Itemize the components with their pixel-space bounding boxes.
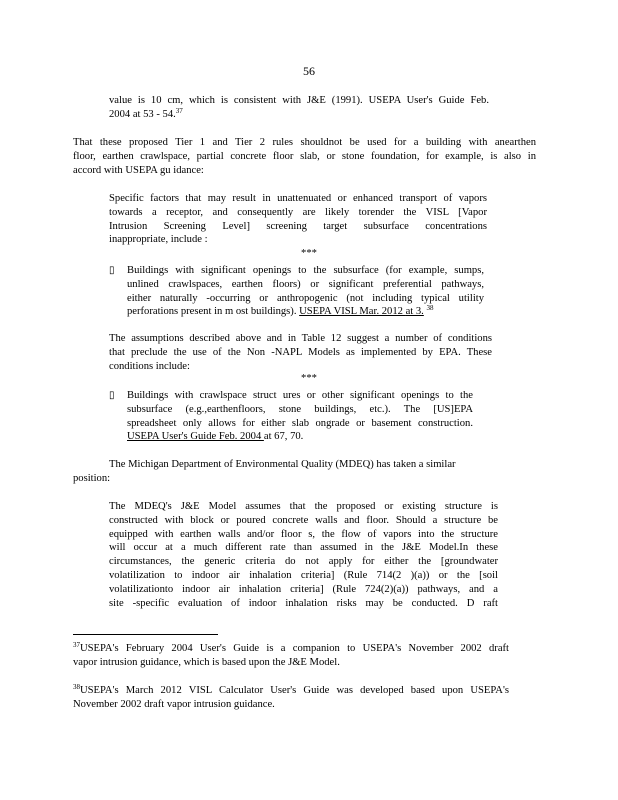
para-continued [109, 94, 489, 122]
text-line: That these proposed Tier 1 and Tier 2 rules shouldnot be used for a building with anearthen [73, 137, 536, 148]
text-line: volatilization to indoor air inhalation criteria] (Rule 714(2 )(a)) or the [soil [109, 569, 498, 581]
footnote-ref-38[interactable]: 38 [426, 304, 434, 313]
text-line: 2004 at 53 - 54.37 [109, 106, 183, 120]
ellipsis-stars-1: *** [301, 248, 317, 259]
text-line: Intrusion Screening Level] screening target subsurface concentrations [109, 220, 487, 232]
text-line: conditions include: [109, 360, 190, 372]
text-line: position: [73, 472, 111, 484]
text-line: subsurface (e.g.,earthenfloors, stone buildings, etc.). The [US]EPA [127, 403, 473, 415]
para-assumptions [109, 332, 492, 373]
text-line: that preclude the use of the Non -NAPL Models as implemented by EPA. These [109, 346, 492, 358]
text-line: floor, earthen crawlspace, partial concrete floor slab, or stone foundation, for example, is also in [73, 150, 536, 162]
text-line: November 2002 draft vapor intrusion guidance. [73, 698, 275, 710]
text-line: Buildings with crawlspace struct ures or other significant openings to the [127, 390, 473, 401]
text-line: value is 10 cm, which is consistent with J&E (1991). USEPA User's Guide Feb. [109, 95, 489, 106]
para-mdeq [73, 458, 499, 486]
footnote-number: 37 [73, 641, 80, 649]
footnote-38 [73, 684, 509, 712]
footnote-separator [73, 634, 218, 635]
ellipsis-stars-2: *** [301, 373, 317, 384]
text-line: perforations present in m ost buildings). USEPA VISL Mar. 2012 at 3. $^{38}$ [127, 304, 434, 318]
text-line: volatilizationto indoor air inhalation criteria] (Rule 724(2)(a)) pathways, and a [109, 583, 498, 595]
bullet-item-2 [109, 389, 473, 444]
bullet-box-icon: ▯ [109, 390, 115, 401]
bullet-box-icon: ▯ [109, 265, 115, 276]
citation-usepa-visl: USEPA VISL Mar. 2012 at 3. [299, 306, 424, 318]
text-line: constructed with block or poured concrete walls and floor. Should a structure be [109, 514, 498, 526]
footnote-ref-37[interactable]: 37 [175, 106, 183, 115]
block-quote-mdeq [109, 500, 498, 610]
text-line: The assumptions described above and in Table 12 suggest a number of conditions [109, 333, 492, 344]
text-line: Specific factors that may result in unattenuated or enhanced transport of vapors [109, 193, 487, 204]
text-line: $^{38}$USEPA's March 2012 VISL Calculator User's Guide was developed based upon USEPA's [73, 683, 509, 696]
bullet-item-1 [109, 264, 484, 319]
text-line: either naturally -occurring or anthropogenic (not including typical utility [127, 292, 484, 304]
page-number: 56 [303, 64, 315, 78]
citation-usepa-guide: USEPA User's Guide Feb. 2004 [127, 431, 264, 443]
text-line: site -specific evaluation of indoor inhalation risks may be conducted. D raft [109, 597, 498, 609]
footnote-37 [73, 642, 509, 670]
text-line: towards a receptor, and consequently are likely torender the VISL [Vapor [109, 206, 487, 218]
text-line: The MDEQ's J&E Model assumes that the proposed or existing structure is [109, 501, 498, 512]
text-line: equipped with earthen walls and/or floor s, the flow of vapors into the structure [109, 528, 498, 540]
para-that-these [73, 136, 536, 177]
text-line: unlined crawlspaces, earthen floors) or significant preferential pathways, [127, 278, 484, 290]
text-line: inappropriate, include : [109, 234, 208, 246]
text-line: spreadsheet only allows for either slab ongrade or basement construction. [127, 417, 473, 429]
text-line: The Michigan Department of Environmental Quality (MDEQ) has taken a similar [109, 459, 456, 470]
text-line: will occur at a much different rate than assumed in the J&E Model.In these [109, 542, 498, 554]
text-line: Buildings with significant openings to the subsurface (for example, sumps, [127, 265, 484, 276]
block-quote-usepa [109, 192, 487, 247]
text-line: accord with USEPA gu idance: [73, 164, 204, 176]
text-line: circumstances, the generic criteria do not apply for either the [groundwater [109, 556, 498, 568]
text-line: $^{37}$USEPA's February 2004 User's Guide is a companion to USEPA's November 2002 draft [73, 641, 509, 654]
text-line: USEPA User's Guide Feb. 2004 at 67, 70. [127, 431, 304, 443]
text-line: vapor intrusion guidance, which is based upon the J&E Model. [73, 656, 340, 668]
footnote-number: 38 [73, 683, 80, 691]
